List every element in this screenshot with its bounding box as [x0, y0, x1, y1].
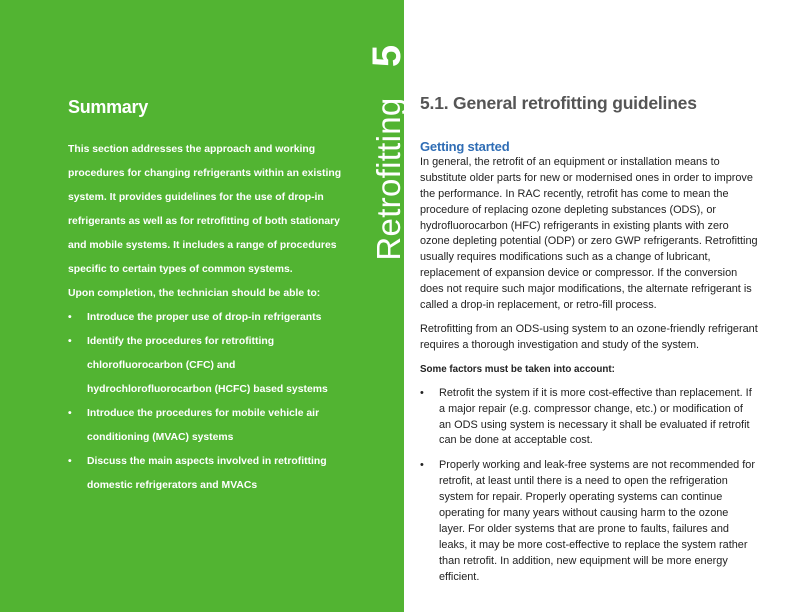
summary-title: Summary [68, 97, 148, 117]
paragraph: Retrofitting from an ODS-using system to an ozone-friendly refrigerant requires a thorough investigation and study of the system. [420, 322, 758, 351]
summary-intro: This section addresses the approach and working procedures for changing refrigerants within an existing system. It provides guidelines for the use of drop-in refrigerants as well as for retrofitting of both stationary and mobile systems. It includes a range of procedures specific to certain types of common systems. [68, 144, 342, 275]
section-title: 5.1. General retrofitting guidelines [420, 93, 697, 113]
summary-body [68, 138, 348, 498]
factors-list [420, 386, 760, 586]
section-subtitle: Getting started [420, 138, 510, 154]
list-item: • Retrofit the system if it is more cost-effective than replacement. If a major repair (e.g. compressor change, etc.) or modification of an ODS using system is necessary it shall be evaluated if retrofit can be done at acceptable cost. [420, 386, 757, 450]
factors-lead: Some factors must be taken into account: [420, 363, 615, 375]
list-item: • Properly working and leak-free systems are not recommended for retrofit, at least until there is a need to open the refrigeration system for repair. Properly operating systems can continue operating for many years without causing harm to the ozone layer. For older systems that are prone to faults, failures and leaks, it may be more cost-effective to replace the system rather than retrofit. In addition, new equipment will be more energy efficient. [420, 458, 757, 585]
list-item: • Discuss the main aspects involved in retrofitting domestic refrigerators and MVACs [68, 450, 345, 498]
list-item: • Identify the procedures for retrofitting chlorofluorocarbon (CFC) and hydrochlorofluorocarbon (HCFC) based systems [68, 330, 345, 402]
outcomes-list [68, 306, 348, 498]
chapter-number: 5 [365, 44, 409, 68]
outcomes-lead: Upon completion, the technician should be able to: [68, 288, 321, 299]
list-item: • Introduce the procedures for mobile vehicle air conditioning (MVAC) systems [68, 402, 345, 450]
paragraph: In general, the retrofit of an equipment or installation means to substitute older parts for new or modernised ones in order to improve the performance. In RAC recently, retrofit has come to mean the procedure of replacing ozone depleting substances (ODS), or hydrofluorocarbon (HFC) refrigerants in existing plants with zero ozone depleting potential (ODP) or zero GWP refrigerants. Retrofitting usually requires modifications such as a change of lubricant, replacement of expansion device or compressor. If the conversion does not require such major modifications, the alternate refrigerant is called a drop-in replacement, or retro-fill process. [420, 155, 758, 312]
list-item: • Introduce the proper use of drop-in refrigerants [68, 306, 345, 330]
chapter-title: Retrofitting [370, 97, 407, 261]
section-content [420, 93, 760, 595]
